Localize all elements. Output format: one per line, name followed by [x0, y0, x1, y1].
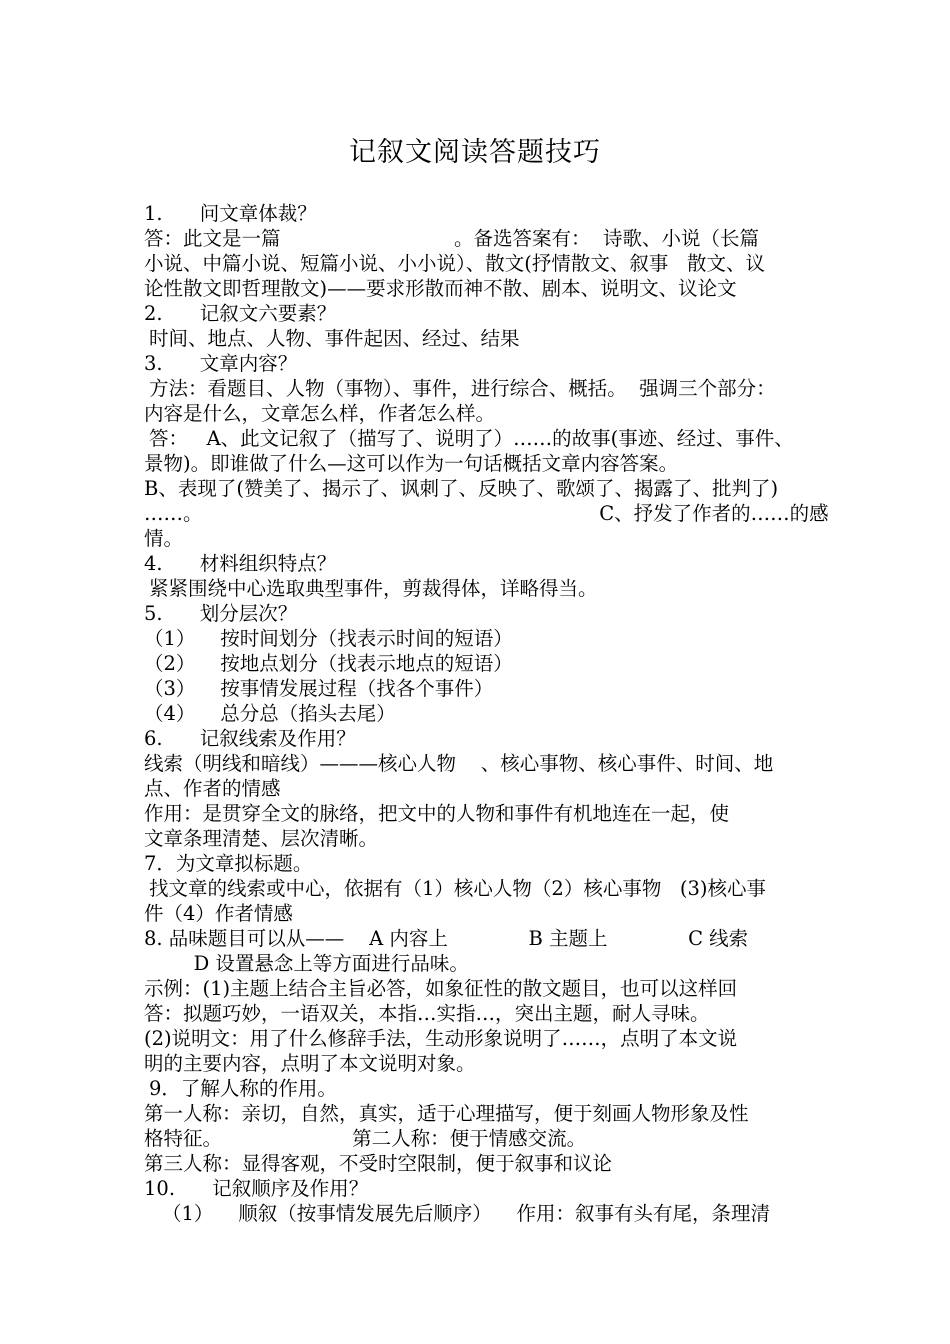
paragraph-line: 线索（明线和暗线）———核心人物 、核心事物、核心事件、时间、地 [144, 752, 774, 775]
paragraph-line: 文章条理清楚、层次清晰。 [144, 827, 379, 850]
heading-1-genre: 1. 问文章体裁？ [144, 202, 317, 225]
paragraph-line: 答：拟题巧妙，一语双关，本指…实指…，突出主题，耐人寻味。 [144, 1002, 710, 1025]
heading-4-material: 4. 材料组织特点？ [144, 552, 337, 575]
document-body [144, 201, 829, 1226]
heading-3-content: 3. 文章内容？ [144, 352, 298, 375]
paragraph-line: 景物)。即谁做了什么—这可以作为一句话概括文章内容答案。 [144, 452, 679, 475]
paragraph-line: 紧紧围绕中心选取典型事件，剪裁得体，详略得当。 [149, 577, 598, 600]
document-title: 记叙文阅读答题技巧 [349, 137, 601, 168]
paragraph-line: 示例：(1)主题上结合主旨必答，如象征性的散文题目，也可以这样回 [144, 977, 738, 1000]
paragraph-line: 情。 [144, 527, 184, 550]
list-item: （1） 顺叙（按事情发展先后顺序） 作用：叙事有头有尾，条理清 [162, 1202, 770, 1225]
paragraph-line: (2)说明文：用了什么修辞手法，生动形象说明了……，点明了本文说 [144, 1027, 738, 1050]
paragraph-line: ……。 C、抒发了作者的……的感 [144, 502, 829, 525]
paragraph-line: 作用：是贯穿全文的脉络，把文中的人物和事件有机地连在一起，使 [144, 802, 730, 825]
paragraph-line: 找文章的线索或中心，依据有（1）核心人物（2）核心事物 (3)核心事 [149, 877, 767, 900]
heading-5-layers: 5. 划分层次？ [144, 602, 298, 625]
paragraph-line: 第三人称：显得客观，不受时空限制，便于叙事和议论 [144, 1152, 613, 1175]
heading-10-order: 10. 记叙顺序及作用？ [144, 1177, 369, 1200]
paragraph-line: 答： A、此文记叙了（描写了、说明了）……的故事(事迹、经过、事件、 [149, 427, 794, 450]
paragraph-line: 第一人称：亲切，自然，真实，适于心理描写，便于刻画人物形象及性 [144, 1102, 749, 1125]
paragraph-line: 内容是什么，文章怎么样，作者怎么样。 [144, 402, 496, 425]
paragraph-line: 件（4）作者情感 [144, 902, 293, 925]
heading-9-person: 9．了解人称的作用。 [149, 1077, 337, 1100]
paragraph-line: 格特征。 第二人称：便于情感交流。 [144, 1127, 587, 1150]
paragraph-line: 小说、中篇小说、短篇小说、小小说）、散文(抒情散文、叙事 散文、议 [144, 252, 765, 275]
paragraph-line: B、表现了(赞美了、揭示了、讽刺了、反映了、歌颂了、揭露了、批判了) [144, 477, 779, 500]
paragraph-line: 方法：看题目、人物（事物）、事件，进行综合、概括。 强调三个部分： [149, 377, 776, 400]
paragraph-line: 时间、地点、人物、事件起因、经过、结果 [149, 327, 520, 350]
list-item: （1） 按时间划分（找表示时间的短语） [144, 627, 513, 650]
list-item: （4） 总分总（掐头去尾） [144, 702, 396, 725]
paragraph-line: 点、作者的情感 [144, 777, 281, 800]
heading-8-appreciate-title: 8. 品味题目可以从—— A 内容上 B 主题上 C 线索 [144, 927, 749, 950]
paragraph-line: 明的主要内容，点明了本文说明对象。 [144, 1052, 476, 1075]
heading-2-six-elements: 2. 记叙文六要素？ [144, 302, 337, 325]
list-item: （2） 按地点划分（找表示地点的短语） [144, 652, 513, 675]
heading-6-clues: 6. 记叙线索及作用？ [144, 727, 356, 750]
paragraph-line: 论性散文即哲理散文)——要求形散而神不散、剧本、说明文、议论文 [144, 277, 737, 300]
heading-7-title: 7．为文章拟标题。 [144, 852, 313, 875]
paragraph-line: D 设置悬念上等方面进行品味。 [144, 952, 469, 975]
paragraph-line: 答：此文是一篇 。备选答案有： 诗歌、小说（长篇 [144, 227, 759, 250]
list-item: （3） 按事情发展过程（找各个事件） [144, 677, 494, 700]
